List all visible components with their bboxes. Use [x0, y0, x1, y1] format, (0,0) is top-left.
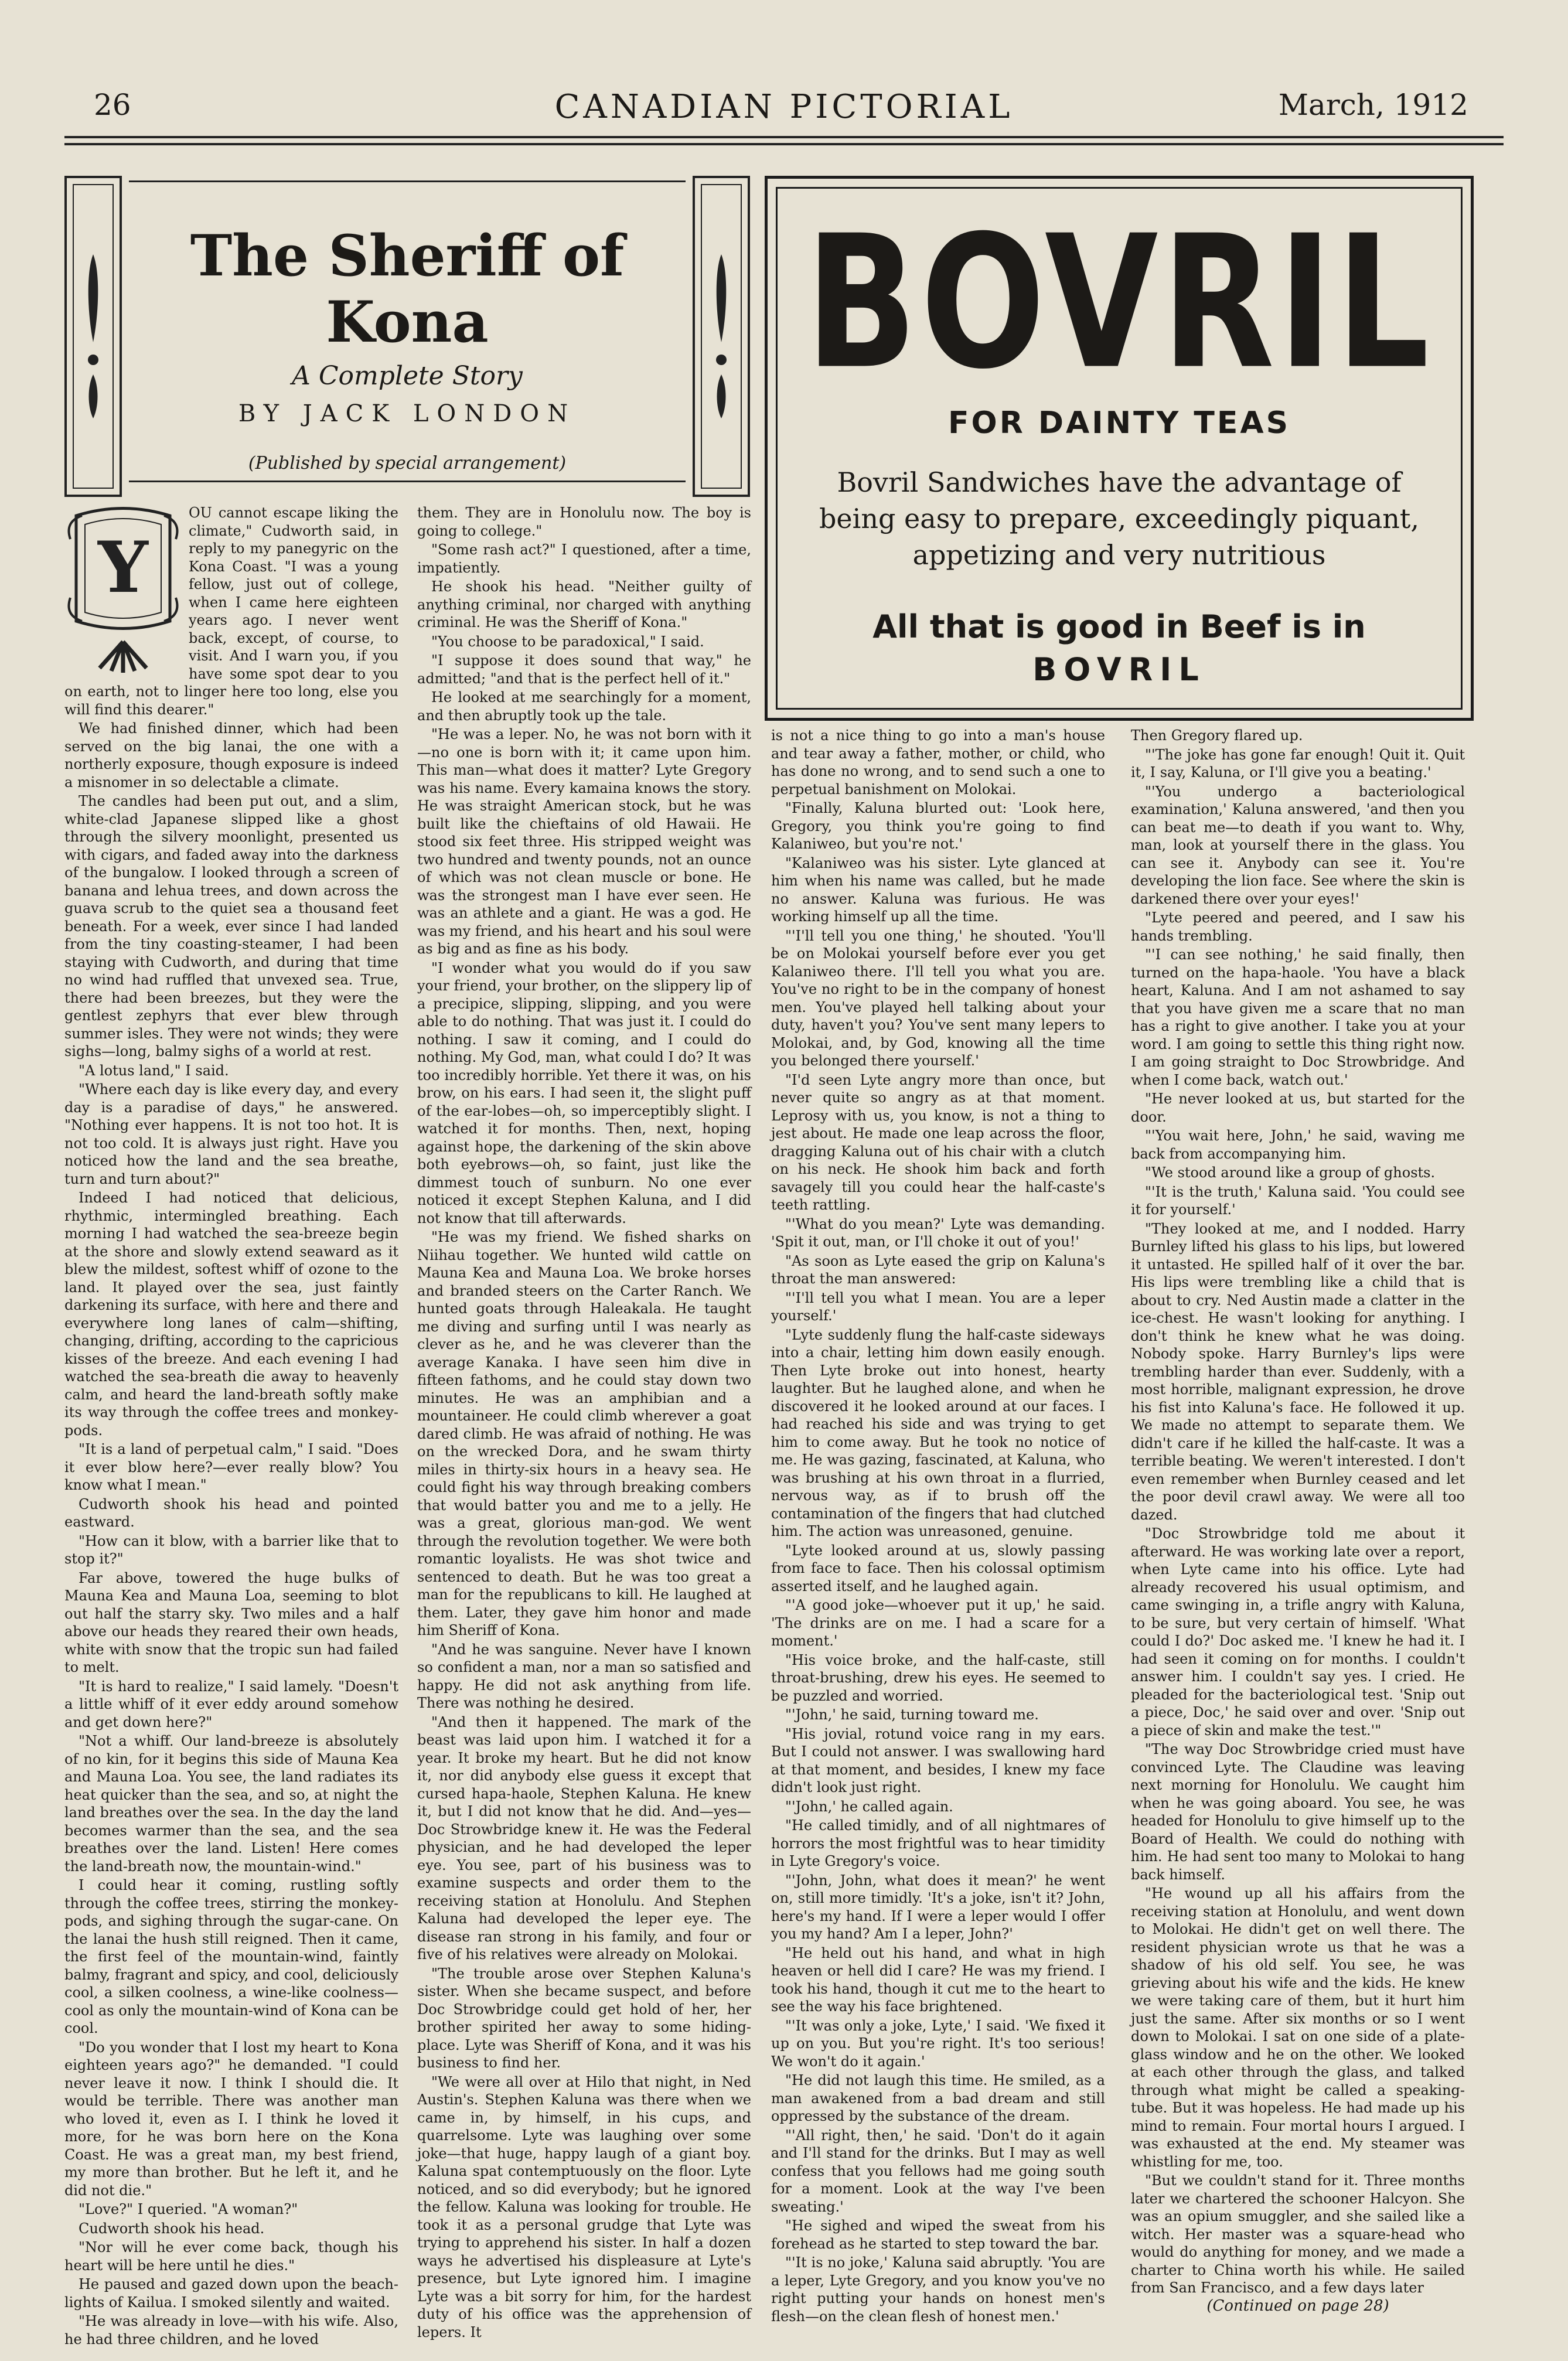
- paragraph: "I'd seen Lyte angry more than once, but never quite so angry as at that moment. Leprosy with us, you know, is not a thing to jest about. He made one leap across the floor, dragging Kaluna out of his chair with a clutch on his neck. He shook him back and forth savagely till you could hear the half-caste's teeth rattling.: [771, 1071, 1105, 1213]
- paragraph: We had finished dinner, which had been served on the big lanai, the one with a northerly exposure, though exposure is indeed a misnomer in so delectable a climate.: [64, 720, 398, 791]
- paragraph: "As soon as Lyte eased the grip on Kaluna's throat the man answered:: [771, 1252, 1105, 1287]
- paragraph: "'A good joke—whoever put it up,' he said. 'The drinks are on me. I had a scare for a moment.': [771, 1597, 1105, 1649]
- paragraph: them. They are in Honolulu now. The boy is going to college.": [417, 505, 751, 539]
- paragraph: "'John, John, what does it mean?' he went on, still more timidly. 'It's a joke, isn't it? John, here's my hand. If I were a leper would I offer you my hand? Am I a leper, John?': [771, 1872, 1105, 1942]
- paragraph: The candles had been put out, and a slim, white-clad Japanese slipped like a ghost through the silvery moonlight, presented us with cigars, and faded away into the darkness of the bungalow. I looked through a screen of banana and lehua trees, and down across the guava scrub to the quiet sea a thousand feet beneath. For a week, ever since I had landed from the tiny coasting-steamer, I had been staying with Cudworth, and during that time no wind had ruffled that unvexed sea. True, there had been breezes, but they were the gentlest zephyrs that ever blew through summer isles. They were not winds; they were sighs—long, balmy sighs of a world at rest.: [64, 793, 398, 1059]
- paragraph: "He wound up all his affairs from the receiving station at Honolulu, and went down to Molokai. He didn't get on well there. The resident physician wrote us that he was a shadow of his old self. You see, he was grieving about his wife and the kids. He knew we were taking care of them, but it hurt him just the same. After six months or so I went down to Molokai. I sat on one side of a plate-glass window and he on the other. We looked at each other through the glass, and talked through what might be called a speaking-tube. But it was hopeless. He had made up his mind to remain. Four mortal hours I argued. I was exhausted at the end. My steamer was whistling for me, too.: [1131, 1885, 1465, 2170]
- paragraph: "'I'll tell you one thing,' he shouted. 'You'll be on Molokai yourself before ever you get Kalaniweo there. I'll tell you what you are. You've no right to be in the company of honest men. You've played hell talking about your duty, haven't you? You've sent many lepers to Molokai, and, by God, knowing all the time you belonged there yourself.': [771, 927, 1105, 1069]
- story-title-block: [64, 176, 750, 504]
- paragraph: Far above, towered the huge bulks of Mauna Kea and Mauna Loa, seeming to blot out half the starry sky. Two miles and a half above our heads they reared their own heads, white with snow that the tropic sun had failed to melt.: [64, 1569, 398, 1675]
- paragraph: "I wonder what you would do if you saw your friend, your brother, on the slippery lip of a precipice, slipping, slipping, and you were able to do nothing. That was just it. I could do nothing. I saw it coming, and I could do nothing. My God, man, what could I do? It was too incredibly horrible. Yet there it was, on his brow, on his ears. I had seen it, the slight puff of the ear-lobes—oh, so imperceptibly slight. I watched it for months. Then, next, hoping against hope, the darkening of the skin above both eyebrows—oh, so faint, just like the dimmest touch of sunburn. No one ever noticed it except Stephen Kaluna, and I did not know that till afterwards.: [417, 959, 751, 1227]
- ad-brand: BOVRIL: [805, 196, 1433, 410]
- paragraph: "How can it blow, with a barrier like that to stop it?": [64, 1532, 398, 1567]
- bovril-advertisement: [765, 176, 1474, 721]
- paragraph: "'John,' he called again.: [785, 1798, 953, 1815]
- paragraph: Then Gregory flared up.: [1131, 727, 1303, 744]
- story-heading: [129, 176, 686, 492]
- text-column-4: [1131, 727, 1465, 2303]
- paragraph: "Kalaniweo was his sister. Lyte glanced at him when his name was called, but he made no answer. Kaluna was furious. He was working himself up all the time.: [771, 854, 1105, 925]
- text-column-1: [64, 504, 398, 2348]
- paragraph: "His voice broke, and the half-caste, still throat-brushing, drew his eyes. He seemed to be puzzled and worried.: [771, 1651, 1105, 1704]
- ad-tagline-brand: BOVRIL: [1032, 651, 1206, 689]
- exclamation-ornament-icon: [710, 248, 733, 424]
- ornamental-dropcap: [64, 504, 182, 674]
- right-ornament-panel: [693, 176, 750, 497]
- paragraph: "Nor will he ever come back, though his heart will be here until he dies.": [64, 2239, 398, 2274]
- paragraph: "Lyte suddenly flung the half-caste sideways into a chair, letting him down easily enough. Then Lyte broke out into honest, hearty laughter. But he laughed alone, and when he discovered it he looked around at our faces. I had reached his side and was trying to get him to come away. But he took no notice of me. He was gazing, fascinated, at Kaluna, who was brushing at his own throat in a flurried, nervous way, as if to brush off the contamination of the fingers that had clutched him. The action was unreasoned, genuine.: [771, 1326, 1105, 1539]
- story-title: The Sheriff of Kona: [190, 223, 625, 355]
- paragraph: "We were all over at Hilo that night, in Ned Austin's. Stephen Kaluna was there when we came in, by himself, in his cups, and quarrelsome. Lyte was laughing over some joke—that huge, happy laugh of a giant boy. Kaluna spat contemptuously on the floor. Lyte noticed, and so did everybody; but he ignored the fellow. Kaluna was looking for trouble. He took it as a personal grudge that Lyte was trying to apprehend his sister. In half a dozen ways he advertised his displeasure at Lyte's presence, but Lyte ignored him. I imagine Lyte was a bit sorry for him, for the hardest duty of his office was the apprehension of lepers. It: [417, 2073, 751, 2340]
- dropcap-letter: Y: [98, 526, 148, 609]
- paragraph: "Do you wonder that I lost my heart to Kona eighteen years ago?" he demanded. "I could never leave it now. I think I should die. It would be terrible. There was another man who loved it, even as I. I think he loved it more, for he was born here on the Kona Coast. He was a great man, my best friend, my more than brother. But he left it, and he did not die.": [64, 2039, 398, 2199]
- running-header: [64, 88, 1504, 141]
- paragraph: "'I'll tell you what I mean. You are a leper yourself.': [771, 1289, 1105, 1324]
- paragraph: "He sighed and wiped the sweat from his forehead as he started to step toward the bar.: [771, 2217, 1105, 2252]
- paragraph: "The trouble arose over Stephen Kaluna's sister. When she became suspect, and before Doc Strowbridge could get hold of her, her brother spirited her away to some hiding-place. Lyte was Sheriff of Kona, and it was his business to find her.: [417, 1965, 751, 2071]
- column-1-paragraphs: [64, 504, 398, 2348]
- paragraph: "He called timidly, and of all nightmares of horrors the most frightful was to hear timidity in Lyte Gregory's voice.: [771, 1817, 1105, 1869]
- paragraph: "Lyte looked around at us, slowly passing from face to face. Then his colossal optimism asserted itself, and he laughed again.: [771, 1542, 1105, 1595]
- paragraph: Cudworth shook his head and pointed eastward.: [64, 1495, 398, 1530]
- column-2-paragraphs: [417, 504, 751, 2341]
- paragraph: "'What do you mean?' Lyte was demanding. 'Spit it out, man, or I'll choke it out of you!': [771, 1215, 1105, 1250]
- paragraph: "'It is the truth,' Kaluna said. 'You could see it for yourself.': [1131, 1183, 1465, 1218]
- paragraph: "'It is no joke,' Kaluna said abruptly. 'You are a leper, Lyte Gregory, and you know you've no right putting your hands on honest men's flesh—on the clean flesh of honest men.': [771, 2254, 1105, 2325]
- paragraph: OU cannot escape liking the climate," Cudworth said, in reply to my panegyric on the Kona Coast. "I was a young fellow, just out of college, when I came here eighteen years ago. I never went back, except, of course, to visit. And I warn you, if you have some spot dear to you on earth, not to linger here too long, else you will find this dearer.": [64, 505, 398, 718]
- paragraph: "'I can see nothing,' he said finally, then turned on the hapa-haole. 'You have a black heart, Kaluna. And I am not ashamed to say that you have given me a scare that no man has a right to give another. I take you at your word. I am going to settle this thing right now. I am going straight to Doc Strowbridge. And when I come back, watch out.': [1131, 946, 1465, 1088]
- paragraph: "'You wait here, John,' he said, waving me back from accompanying him.: [1131, 1127, 1465, 1162]
- paragraph: He paused and gazed down upon the beach-lights of Kailua. I smoked silently and waited.: [64, 2276, 398, 2311]
- paragraph: He shook his head. "Neither guilty of anything criminal, nor charged with anything criminal. He was the Sheriff of Kona.": [417, 578, 751, 631]
- paragraph: "He never looked at us, but started for the door.: [1131, 1091, 1465, 1125]
- paragraph: "But we couldn't stand for it. Three months later we chartered the schooner Halcyon. She was an opium smuggler, and she sailed like a witch. Her master was a square-head who would do anything for money, and we made a charter to China worth his while. He sailed from San Francisco, and a few days later: [1131, 2172, 1465, 2296]
- paragraph: "I suppose it does sound that way," he admitted; "and that is the perfect hell of it.": [417, 652, 751, 687]
- continued-note: (Continued on page 28): [1206, 2297, 1389, 2315]
- paragraph: Cudworth shook his head.: [79, 2220, 265, 2237]
- paragraph: "'You undergo a bacteriological examination,' Kaluna answered, 'and then you can beat me—to death if you want to. Why, man, look at yourself there in the glass. You can see it. Anybody can see it. You're developing the lion face. See where the skin is darkened there over your eyes!': [1131, 783, 1465, 907]
- paragraph: "And then it happened. The mark of the beast was laid upon him. I watched it for a year. It broke my heart. But he did not know it, nor did anybody else guess it except that cursed hapa-haole, Stephen Kaluna. He knew it, but I did not know that he did. And—yes—Doc Strowbridge knew it. He was the Federal physician, and he had developed the leper eye. You see, part of his business was to examine suspects and order them to the receiving station at Honolulu. And Stephen Kaluna had developed the leper eye. The disease ran strong in his family, and four or five of his relatives were already on Molokai.: [417, 1713, 751, 1963]
- column-3-paragraphs: [771, 727, 1105, 2325]
- story-subtitle: A Complete Story: [292, 361, 523, 391]
- paragraph: is not a nice thing to go into a man's house and tear away a father, mother, or child, who has done no wrong, and to send such a one to perpetual banishment on Molokai.: [771, 727, 1105, 798]
- paragraph: "His jovial, rotund voice rang in my ears. But I could not answer. I was swallowing hard at that moment, and besides, I knew my face didn't look just right.: [771, 1725, 1105, 1796]
- ad-body: Bovril Sandwiches have the advantage of being easy to prepare, exceedingly piquant, appetizing and very nutritious: [819, 466, 1420, 571]
- text-column-2: [417, 504, 751, 2340]
- paragraph: "Some rash act?" I questioned, after a time, impatiently.: [417, 541, 751, 576]
- paragraph: "The way Doc Strowbridge cried must have convinced Lyte. The Claudine was leaving next morning for Honolulu. We caught him when he was going aboard. You see, he was headed for Honolulu to give himself up to the Board of Health. We could do nothing with him. He had sent too many to Molokai to hang back himself.: [1131, 1741, 1465, 1883]
- ad-tagline: All that is good in Beef is in: [872, 608, 1366, 646]
- ad-subtitle: FOR DAINTY TEAS: [947, 406, 1291, 441]
- header-rule-bottom: [64, 143, 1504, 145]
- paragraph: "He was my friend. We fished sharks on Niihau together. We hunted wild cattle on Mauna Kea and Mauna Loa. We broke horses and branded steers on the Carter Ranch. We hunted goats through Haleakala. He taught me diving and surfing until I was nearly as clever as he, and he was cleverer than the average Kanaka. I have seen him dive in fifteen fathoms, and he could stay down two minutes. He was an amphibian and a mountaineer. He could climb wherever a goat dared climb. He was afraid of nothing. He was on the wrecked Dora, and he swam thirty miles in thirty-six hours in a heavy sea. He could fight his way through breaking combers that would batter you and me to a jelly. He was a great, glorious man-god. We went through the revolution together. We were both romantic loyalists. He was shot twice and sentenced to death. But he was too great a man for the republicans to kill. He laughed at them. Later, they gave him honor and made him Sheriff of Kona.: [417, 1229, 751, 1638]
- paragraph: "And he was sanguine. Never have I known so confident a man, nor a man so satisfied and happy. He did not ask anything from life. There was nothing he desired.: [417, 1641, 751, 1711]
- publication-note: (Published by special arrangement): [248, 453, 567, 473]
- paragraph: "Not a whiff. Our land-breeze is absolutely of no kin, for it begins this side of Mauna Kea and Mauna Loa. You see, the land radiates its heat quicker than the sea, and so, at night the land breathes over the sea. In the day the land becomes warmer than the sea, and the sea breathes over the land. Listen! Here comes the land-breath now, the mountain-wind.": [64, 1733, 398, 1875]
- paragraph: "He did not laugh this time. He smiled, as a man awakened from a bad dream and still oppressed by the substance of the dream.: [771, 2072, 1105, 2124]
- issue-date: March, 1912: [1278, 88, 1468, 122]
- magazine-title: CANADIAN PICTORIAL: [554, 88, 1014, 126]
- header-rule-top: [64, 136, 1504, 138]
- page-number: 26: [94, 88, 131, 122]
- exclamation-ornament-icon: [81, 248, 105, 424]
- paragraph: "'John,' he said, turning toward me.: [785, 1706, 1039, 1723]
- column-4-paragraphs: [1131, 727, 1465, 2297]
- paragraph: "Love?" I queried. "A woman?": [79, 2201, 298, 2217]
- paragraph: "We stood around like a group of ghosts.: [1145, 1164, 1436, 1181]
- paragraph: "Lyte peered and peered, and I saw his hands trembling.: [1131, 909, 1465, 944]
- paragraph: "It is hard to realize," I said lamely. "Doesn't a little whiff of it ever eddy around somehow and get down here?": [64, 1678, 398, 1730]
- story-byline: BY JACK LONDON: [238, 400, 577, 427]
- paragraph: "Where each day is like every day, and every day is a paradise of days," he answered. "Nothing ever happens. It is not too hot. It is not too cold. It is always just right. Have you noticed how the land and the sea breathe, turn and turn about?": [64, 1081, 398, 1187]
- paragraph: I could hear it coming, rustling softly through the coffee trees, stirring the monkey-pods, and sighing through the sugar-cane. On the lanai the hush still reigned. Then it came, the first feel of the mountain-wind, faintly balmy, fragrant and spicy, and cool, deliciously cool, a silken coolness, a wine-like coolness—cool as only the mountain-wind of Kona can be cool.: [64, 1877, 398, 2036]
- paragraph: "He held out his hand, and what in high heaven or hell did I care? He was my friend. I took his hand, though it cut me to the heart to see the way his face brightened.: [771, 1944, 1105, 2015]
- paragraph: "You choose to be paradoxical," I said.: [431, 633, 704, 650]
- paragraph: "It is a land of perpetual calm," I said. "Does it ever blow here?—ever really blow? You know what I mean.": [64, 1441, 398, 1493]
- left-ornament-panel: [64, 176, 122, 497]
- paragraph: "A lotus land," I said.: [79, 1062, 229, 1079]
- text-column-3: [771, 727, 1105, 2325]
- paragraph: "Finally, Kaluna blurted out: 'Look here, Gregory, you think you're going to find Kalaniweo, but you're not.': [771, 800, 1105, 852]
- paragraph: "'All right, then,' he said. 'Don't do it again and I'll stand for the drinks. But I may as well confess that you fellows had me going south for a moment. Look at the way I've been sweating.': [771, 2127, 1105, 2215]
- paragraph: He looked at me searchingly for a moment, and then abruptly took up the tale.: [417, 689, 751, 724]
- paragraph: "'It was only a joke, Lyte,' I said. 'We fixed it up on you. But you're right. It's too serious! We won't do it again.': [771, 2017, 1105, 2070]
- paragraph: "Doc Strowbridge told me about it afterward. He was working late over a report, when Lyte came into his office. Lyte had already recovered his usual optimism, and came swinging in, a trifle angry with Kaluna, to be sure, but very certain of himself. 'What could I do?' Doc asked me. 'I knew he had it. I had seen it coming on for months. I couldn't answer him. I couldn't say yes. I cried. He pleaded for the bacteriological test. 'Snip out a piece, Doc,' he said over and over. 'Snip out a piece of skin and make the test.'": [1131, 1525, 1465, 1739]
- paragraph: "He was a leper. No, he was not born with it—no one is born with it; it came upon him. This man—what does it matter? Lyte Gregory was his name. Every kamaina knows the story. He was straight American stock, but he was built like the chieftains of old Hawaii. He stood six feet three. His stripped weight was two hundred and twenty pounds, not an ounce of which was not clean muscle or bone. He was the strongest man I have ever seen. He was an athlete and a giant. He was a god. He was my friend, and his heart and his soul were as big and as fine as his body.: [417, 726, 751, 957]
- paragraph: Indeed I had noticed that delicious, rhythmic, intermingled breathing. Each morning I had watched the sea-breeze begin at the shore and slowly extend seaward as it blew the mildest, softest whiff of ozone to the land. It played over the sea, just faintly darkening its surface, with here and there and everywhere long lanes of calm—shifting, changing, drifting, according to the capricious kisses of the breeze. And each evening I had watched the sea-breath die away to heavenly calm, and heard the land-breath softly make its way through the coffee trees and monkey-pods.: [64, 1190, 398, 1439]
- paragraph: "'The joke has gone far enough! Quit it. Quit it, I say, Kaluna, or I'll give you a beating.': [1131, 746, 1465, 781]
- paragraph: "They looked at me, and I nodded. Harry Burnley lifted his glass to his lips, but lowered it untasted. He spilled half of it over the bar. His lips were trembling like a child that is about to cry. Ned Austin made a clatter in the ice-chest. He wasn't looking for anything. I don't think he knew what he was doing. Nobody spoke. Harry Burnley's lips were trembling harder than ever. Suddenly, with a most horrible, malignant expression, he drove his fist into Kaluna's face. He followed it up. We made no attempt to separate them. We didn't care if he killed the half-caste. It was a terrible beating. We weren't interested. I don't even remember when Burnley ceased and let the poor devil crawl away. We were all too dazed.: [1131, 1220, 1465, 1523]
- paragraph: "He was already in love—with his wife. Also, he had three children, and he loved: [64, 2313, 398, 2348]
